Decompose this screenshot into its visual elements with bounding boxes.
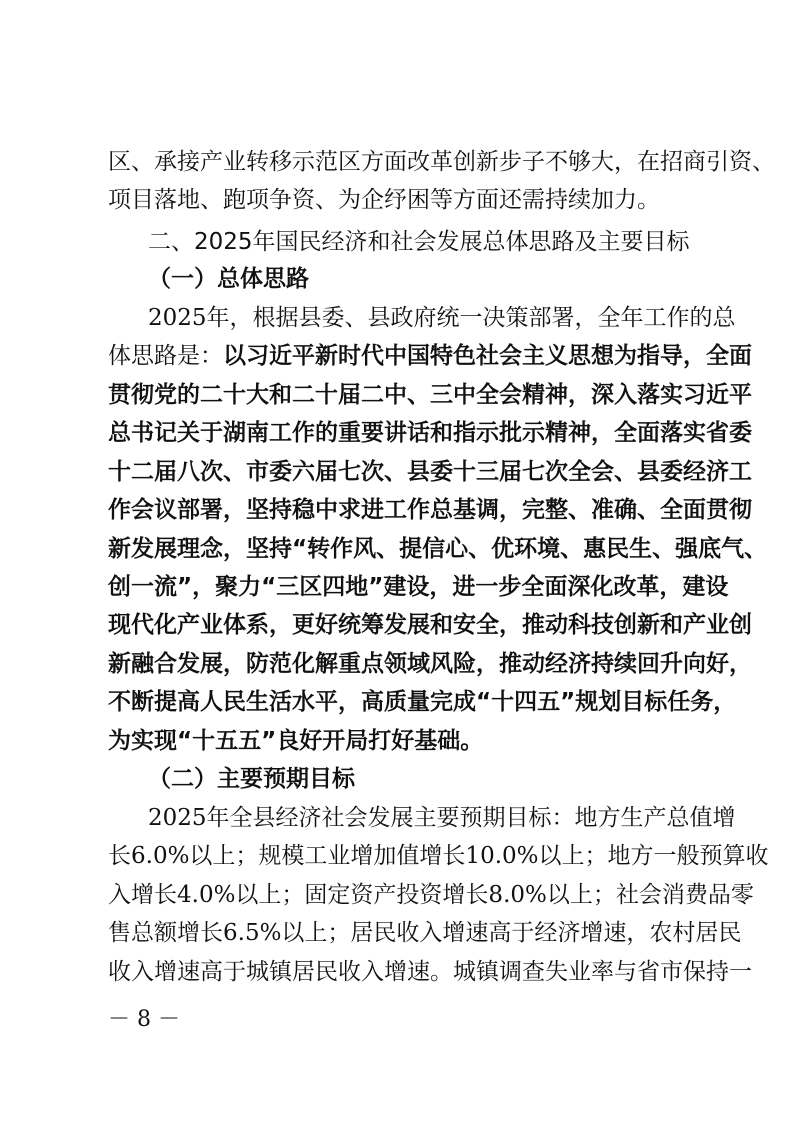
paragraph-line: 新发展理念，坚持“转作风、提信心、优环境、惠民生、强底气、 bbox=[108, 536, 768, 562]
subsection-heading-overall-approach: （一）总体思路 bbox=[148, 266, 309, 292]
paragraph-line: 贯彻党的二十大和二十届二中、三中全会精神，深入落实习近平 bbox=[108, 382, 752, 408]
paragraph-line: 创一流”，聚力“三区四地”建设，进一步全面深化改革，建设 bbox=[108, 574, 729, 600]
paragraph-line-mixed bbox=[108, 339, 752, 373]
paragraph-line: 总书记关于湖南工作的重要讲话和指示批示精神，全面落实省委 bbox=[108, 420, 752, 446]
subsection-heading-main-targets: （二）主要预期目标 bbox=[148, 766, 355, 792]
bold-text: 以习近平新时代中国特色社会主义思想为指导，全面 bbox=[223, 343, 752, 369]
paragraph-line: 不断提高人民生活水平，高质量完成“十四五”规划目标任务， bbox=[108, 689, 737, 715]
plain-text: 体思路是： bbox=[108, 343, 223, 369]
paragraph-line: 区、承接产业转移示范区方面改革创新步子不够大，在招商引资、 bbox=[108, 149, 775, 175]
paragraph-line: 十二届八次、市委六届七次、县委十三届七次全会、县委经济工 bbox=[108, 459, 752, 485]
paragraph-line: 长6.0%以上；规模工业增加值增长10.0%以上；地方一般预算收 bbox=[108, 843, 769, 869]
page-number: － 8 － bbox=[108, 1007, 180, 1032]
paragraph-line: 售总额增长6.5%以上；居民收入增速高于经济增速，农村居民 bbox=[108, 920, 742, 946]
paragraph-line: 为实现“十五五”良好开局打好基础。 bbox=[108, 728, 484, 754]
paragraph-line: 入增长4.0%以上；固定资产投资增长8.0%以上；社会消费品零 bbox=[108, 882, 754, 908]
paragraph-line: 2025年全县经济社会发展主要预期目标：地方生产总值增 bbox=[148, 805, 736, 831]
paragraph-line: 作会议部署，坚持稳中求进工作总基调，完整、准确、全面贯彻 bbox=[108, 497, 752, 523]
paragraph-line: 收入增速高于城镇居民收入增速。城镇调查失业率与省市保持一 bbox=[108, 959, 752, 985]
paragraph-line: 2025年，根据县委、县政府统一决策部署，全年工作的总 bbox=[148, 305, 736, 331]
paragraph-line: 现代化产业体系，更好统筹发展和安全，推动科技创新和产业创 bbox=[108, 612, 752, 638]
paragraph-line: 项目落地、跑项争资、为企纾困等方面还需持续加力。 bbox=[108, 187, 660, 213]
section-heading: 二、2025年国民经济和社会发展总体思路及主要目标 bbox=[148, 229, 690, 255]
paragraph-line: 新融合发展，防范化解重点领域风险，推动经济持续回升向好， bbox=[108, 651, 752, 677]
